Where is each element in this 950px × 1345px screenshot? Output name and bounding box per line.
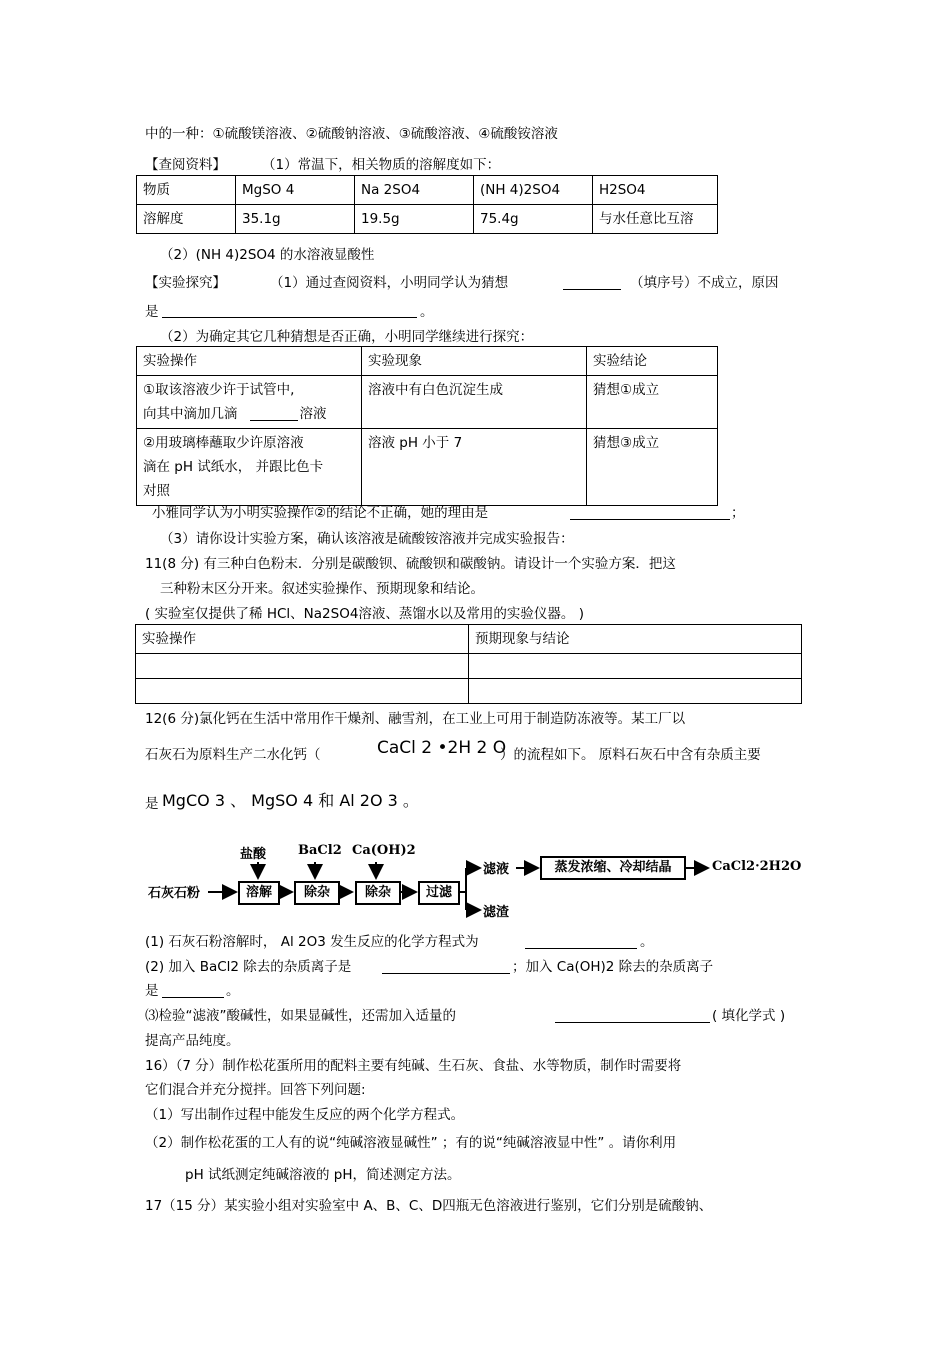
q12-text-2: 石灰石为原料生产二水化钙（	[145, 747, 321, 763]
explore-item-3: （3）请你设计实验方案，确认该溶液是硫酸铵溶液并完成实验报告：	[160, 531, 574, 547]
reagent-label: BaCl2	[298, 843, 342, 858]
q12-part-1: (1) 石灰石粉溶解时， Al 2O3 发生反应的化学方程式为	[145, 934, 479, 950]
table-header-cell: 实验操作	[137, 347, 362, 376]
table-header-cell: 实验结论	[587, 347, 718, 376]
period: 。	[226, 983, 240, 999]
table-cell: 溶液 pH 小于 7	[362, 429, 587, 506]
q16-text-2: 它们混合并充分搅拌。回答下列问题:	[145, 1082, 366, 1098]
q12-part-2: (2) 加入 BaCl2 除去的杂质离子是	[145, 959, 352, 975]
solubility-table	[136, 175, 718, 234]
table-cell	[137, 429, 362, 506]
table-cell: Na 2SO4	[355, 176, 474, 205]
flow-box-filter: 过滤	[418, 881, 460, 905]
q12-part-3-cont: 提高产品纯度。	[145, 1033, 240, 1049]
table-cell: 35.1g	[236, 205, 355, 234]
explore-item-1-cont: （填序号）不成立，原因	[630, 275, 779, 291]
q12-text-3: ）的流程如下。 原料石灰石中含有杂质主要	[500, 747, 761, 763]
table-cell[interactable]	[136, 679, 469, 704]
q12-part-3-hint: ( 填化学式 )	[712, 1008, 786, 1024]
table-header-cell: 实验操作	[136, 625, 469, 654]
q12-text: 12(6 分)氯化钙在生活中常用作干燥剂、融雪剂，在工业上可用于制造防冻液等。某工厂以	[145, 711, 686, 727]
q16-part-1: （1）写出制作过程中能发生反应的两个化学方程式。	[145, 1107, 465, 1123]
period: 。	[640, 934, 654, 950]
xiaoya-text: 小雅同学认为小明实验操作②的结论不正确，她的理由是	[152, 505, 489, 521]
flow-box-crystallize: 蒸发浓缩、冷却结晶	[540, 856, 686, 880]
cell-line: ①取该溶液少许于试管中,	[143, 382, 295, 398]
flow-box-remove-impurity: 除杂	[294, 881, 340, 905]
cell-line: ②用玻璃棒蘸取少许原溶液	[143, 435, 304, 451]
text-line-1: 中的一种：①硫酸镁溶液、②硫酸钠溶液、③硫酸溶液、④硫酸铵溶液	[145, 126, 558, 142]
residue-label: 滤渣	[483, 905, 510, 920]
q16-text: 16）（7 分）制作松花蛋所用的配料主要有纯碱、生石灰、食盐、水等物质，制作时需要将	[145, 1058, 682, 1074]
answer-blank[interactable]	[162, 983, 224, 998]
semicolon: ；	[731, 505, 745, 521]
product-label: CaCl2·2H2O	[712, 859, 802, 874]
answer-blank[interactable]	[555, 1008, 710, 1023]
explore-heading: 【实验探究】	[145, 275, 226, 291]
q11-note: ( 实验室仅提供了稀 HCl、Na2SO4溶液、蒸馏水以及常用的实验仪器。 )	[145, 606, 584, 622]
experiment-table	[136, 346, 718, 506]
answer-blank[interactable]	[250, 406, 298, 421]
table-cell	[137, 376, 362, 429]
q12-text-4: 是	[145, 796, 159, 812]
cell-line: 对照	[143, 483, 170, 499]
table-cell: 溶解度	[137, 205, 236, 234]
cell-line: 溶液	[299, 406, 327, 422]
table-cell[interactable]	[469, 654, 802, 679]
q17-text: 17（15 分）某实验小组对实验室中 A、B、C、D四瓶无色溶液进行鉴别，它们分别是硫酸钠、	[145, 1198, 713, 1214]
period: 。	[420, 304, 434, 320]
flow-box-remove-impurity: 除杂	[355, 881, 401, 905]
info-heading: 【查阅资料】	[145, 157, 226, 173]
table-cell: 溶液中有白色沉淀生成	[362, 376, 587, 429]
impurity-formulas: MgCO 3 、 MgSO 4 和 Al 2O 3 。	[162, 791, 419, 810]
reagent-label: 盐酸	[240, 847, 267, 862]
q11-text: 11(8 分) 有三种白色粉末．分别是碳酸钡、硫酸钡和碳酸钠。请设计一个实验方案．把这	[145, 556, 676, 572]
q11-table	[135, 624, 802, 704]
table-cell: 猜想①成立	[587, 376, 718, 429]
table-cell: H2SO4	[593, 176, 718, 205]
answer-blank[interactable]	[382, 959, 510, 974]
answer-blank[interactable]	[525, 934, 637, 949]
table-cell: 与水任意比互溶	[593, 205, 718, 234]
table-header-cell: 实验现象	[362, 347, 587, 376]
cell-line: 滴在 pH 试纸水， 并跟比色卡	[143, 459, 324, 475]
explore-item-2: （2）为确定其它几种猜想是否正确，小明同学继续进行探究：	[160, 329, 534, 345]
q12-part-2-cont: ；加入 Ca(OH)2 除去的杂质离子	[512, 959, 714, 975]
answer-blank[interactable]	[570, 505, 730, 520]
q16-part-2: （2）制作松花蛋的工人有的说“纯碱溶液显碱性” ；有的说“纯碱溶液显中性” 。请你利用	[145, 1135, 677, 1151]
table-cell: (NH 4)2SO4	[474, 176, 593, 205]
filtrate-label: 滤液	[483, 862, 510, 877]
info-item-1: （1）常温下，相关物质的溶解度如下：	[262, 157, 501, 173]
table-header-cell: 预期现象与结论	[469, 625, 802, 654]
answer-blank[interactable]	[162, 303, 417, 318]
table-cell[interactable]	[136, 654, 469, 679]
formula-cacl2: CaCl 2 •2H 2 O	[377, 738, 507, 758]
table-cell: 猜想③成立	[587, 429, 718, 506]
info-item-2: （2）(NH 4)2SO4 的水溶液显酸性	[160, 247, 375, 263]
q12-part-2-cont2: 是	[145, 983, 159, 999]
cell-line: 向其中滴加几滴	[143, 406, 238, 422]
q12-part-3: ⑶检验“滤液”酸碱性，如果显碱性，还需加入适量的	[145, 1008, 456, 1024]
q11-text-2: 三种粉末区分开来。叙述实验操作、预期现象和结论。	[160, 581, 484, 597]
flow-start-label: 石灰石粉	[148, 886, 201, 901]
q16-part-2-cont: pH 试纸测定纯碱溶液的 pH，简述测定方法。	[185, 1167, 461, 1183]
explore-item-1: （1）通过查阅资料，小明同学认为猜想	[270, 275, 509, 291]
flow-box-dissolve: 溶解	[238, 881, 280, 905]
table-cell: MgSO 4	[236, 176, 355, 205]
table-cell[interactable]	[469, 679, 802, 704]
table-cell: 19.5g	[355, 205, 474, 234]
table-cell: 75.4g	[474, 205, 593, 234]
explore-item-1-cont2: 是	[145, 304, 159, 320]
table-cell: 物质	[137, 176, 236, 205]
reagent-label: Ca(OH)2	[352, 843, 416, 858]
answer-blank[interactable]	[563, 275, 621, 290]
